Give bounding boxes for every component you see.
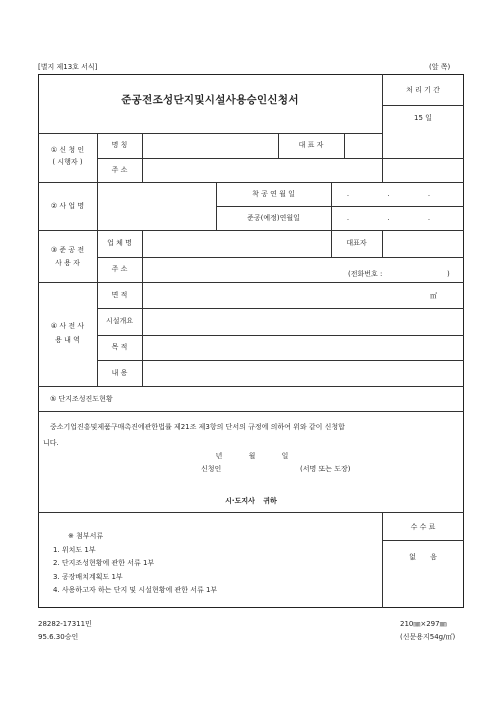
prior-use-section-sublabel: 용 내 역 [55,336,80,344]
address-label: 주 소 [111,166,128,174]
user-representative-field[interactable] [383,231,463,256]
development-status-field[interactable] [145,387,463,410]
purpose-field[interactable] [143,336,463,359]
project-section-label: ② 사 업 명 [50,202,85,210]
form-title: 준공전조성단지및시설사용승인신청서 [121,94,299,106]
processing-period-value: 15 일 [414,114,432,122]
user-address-field[interactable] [143,258,463,281]
content-label: 내 용 [111,369,128,377]
applicant-name-field[interactable] [143,134,277,157]
attachments-title: ※ 첨부서류 [68,532,104,540]
applicant-section-sublabel: ( 시행자 ) [52,158,83,166]
user-representative-label: 대표자 [346,239,367,247]
form-number: [별지 제13호 서식] [38,63,98,71]
attachment-item: 1. 위치도 1부 [53,546,96,554]
development-status-label: ⑤ 단지조성진도현황 [50,395,113,403]
facility-overview-field[interactable] [143,309,463,334]
applicant-address-field[interactable] [143,159,463,181]
attachment-item: 2. 단지조성현황에 관한 서류 1부 [53,559,155,567]
start-date-value[interactable]: . . . [346,190,449,198]
user-address-label: 주 소 [111,265,128,273]
company-name-field[interactable] [143,231,330,256]
name-label: 명 칭 [111,141,128,149]
prior-use-section-label: ④ 사 전 사 [50,322,85,330]
page-side-label: (앞 쪽) [429,63,451,71]
phone-label: (전화번호 : [348,270,383,278]
area-unit: ㎡ [430,292,437,300]
paper-type: (신문용지54g/㎡) [400,633,456,641]
facility-overview-label: 시설개요 [105,317,134,325]
fee-value: 없 음 [409,553,437,561]
declaration-date: 년 월 일 [215,452,289,460]
divider [216,206,464,207]
completion-date-value[interactable]: . . . [346,214,449,222]
paper-size: 210㎜×297㎜ [400,620,447,628]
phone-close: ) [447,270,450,278]
company-name-label: 업 체 명 [107,239,132,247]
applicant-section-label: ① 신 청 인 [50,146,85,154]
applicant-representative-field[interactable] [345,134,463,157]
fee-label: 수 수 료 [410,523,436,531]
user-section-sublabel: 사 용 자 [55,259,80,267]
divider [382,540,464,541]
recipient: 시·도지사 귀하 [225,497,277,505]
divider [38,512,464,513]
applicant-signature-label: 신청인 [201,465,222,473]
area-field[interactable] [143,283,423,307]
representative-label: 대 표 자 [298,141,324,149]
signature-note: (서명 또는 도장) [300,465,351,473]
divider [38,411,464,412]
project-name-field[interactable] [98,183,215,229]
processing-period-label: 처 리 기 간 [406,86,440,94]
approval-date: 95.6.30승인 [38,633,79,641]
area-label: 면 적 [111,291,128,299]
declaration-text-line2: 니다. [43,439,59,447]
form-code: 28282-17311민 [38,620,92,628]
divider [382,105,464,106]
purpose-label: 목 적 [111,343,128,351]
start-date-label: 착 공 연 월 일 [252,190,295,198]
completion-date-label: 준공(예정)연월일 [247,214,300,222]
content-field[interactable] [143,361,463,385]
attachment-item: 4. 사용하고자 하는 단지 및 시설현황에 관한 서류 1부 [53,586,218,594]
attachment-item: 3. 공장배치계획도 1부 [53,573,123,581]
declaration-text-line1: 중소기업진흥및제품구매촉진에관한법률 제21조 제3항의 단서의 규정에 의하여 위와 같이 신청합 [50,423,345,431]
user-section-label: ③ 준 공 전 [50,246,85,254]
